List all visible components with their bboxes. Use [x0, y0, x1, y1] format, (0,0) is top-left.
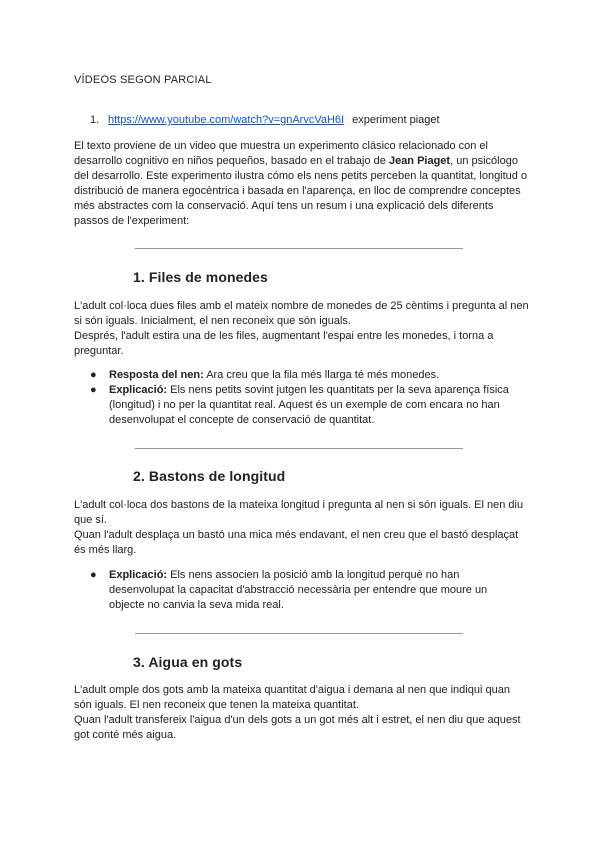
intro-bold-name: Jean Piaget — [388, 155, 451, 167]
bullet-text: Ara creu que la fila més llarga té més monedes. — [203, 369, 440, 381]
section-text: Quan l'adult transfereix l'aigua d'un dels gots a un got més alt i estret, el nen diu que aquest got conté més aigua. — [74, 714, 521, 741]
video-link[interactable]: https://www.youtube.com/watch?v=gnArvcVaH6I — [108, 114, 345, 126]
intro-text-1: El texto proviene de un video que muestra un experimento clásico relacionado con el desarrollo cognitivo en niños pequeños, basado en el trabajo de — [74, 140, 488, 167]
section-text: L'adult col·loca dues files amb el mateix nombre de monedes de 25 cèntims i pregunta al nen si són iguals. Inicialment, el nen reconeix que són iguals. — [74, 300, 529, 327]
bullet-label: Resposta del nen: — [109, 369, 204, 381]
link-description: experiment piaget — [352, 114, 440, 126]
section-heading: 1. Files de monedes — [133, 269, 268, 285]
divider — [135, 448, 463, 449]
bullet-list — [90, 368, 510, 428]
bullet-text: Els nens petits sovint jutgen les quantitats per la seva aparença física (longitud) i no per la quantitat real. Aquest és un exemple de com encara no han desenvolupat el concepte de conservació de quantitat. — [109, 384, 509, 426]
list-number: 1. — [90, 114, 100, 126]
section-paragraph — [74, 299, 529, 359]
video-list-item — [90, 114, 440, 126]
section-text: L'adult omple dos gots amb la mateixa quantitat d'aigua i demana al nen que indiqui quan són iguals. El nen reconeix que tenen la mateixa quantitat. — [74, 684, 510, 711]
intro-text-2: , un psicólogo del desarrollo. Este experimento ilustra cómo els nens petits perceben la quantitat, longitud o distribució de manera egocèntrica i basada en l'aparença, en lloc de comprendre conceptes més abstractes com la conservació. Aquí tens un resum i una explicació dels diferents passos de l'experiment: — [74, 155, 528, 227]
bullet-label: Explicació: — [109, 569, 168, 581]
section-text: L'adult col·loca dos bastons de la mateixa longitud i pregunta al nen si són iguals. El nen diu que sí. — [74, 499, 524, 526]
intro-paragraph — [74, 139, 529, 229]
bullet-icon: ● — [90, 384, 97, 396]
bullet-item — [90, 383, 510, 428]
bullet-list — [90, 568, 510, 613]
divider — [135, 248, 463, 249]
bullet-icon: ● — [90, 569, 97, 581]
section-text: Quan l'adult desplaça un bastó una mica més endavant, el nen creu que el bastó desplaçat és més llarg. — [74, 529, 519, 556]
section-paragraph — [74, 683, 529, 743]
section-text: Després, l'adult estira una de les files, augmentant l'espai entre les monedes, i torna a preguntar. — [74, 330, 494, 357]
bullet-item — [90, 568, 510, 613]
bullet-icon: ● — [90, 369, 97, 381]
section-heading: 2. Bastons de longitud — [133, 468, 286, 484]
bullet-item — [90, 368, 510, 383]
section-paragraph — [74, 498, 529, 558]
bullet-label: Explicació: — [109, 384, 168, 396]
section-heading: 3. Aigua en gots — [133, 654, 243, 670]
document-title: VÍDEOS SEGON PARCIAL — [74, 74, 212, 86]
divider — [135, 633, 463, 634]
bullet-text: Els nens associen la posició amb la longitud perquè no han desenvolupat la capacitat d'abstracció necessària per entendre que moure un objecte no canvia la seva mida real. — [109, 569, 488, 611]
